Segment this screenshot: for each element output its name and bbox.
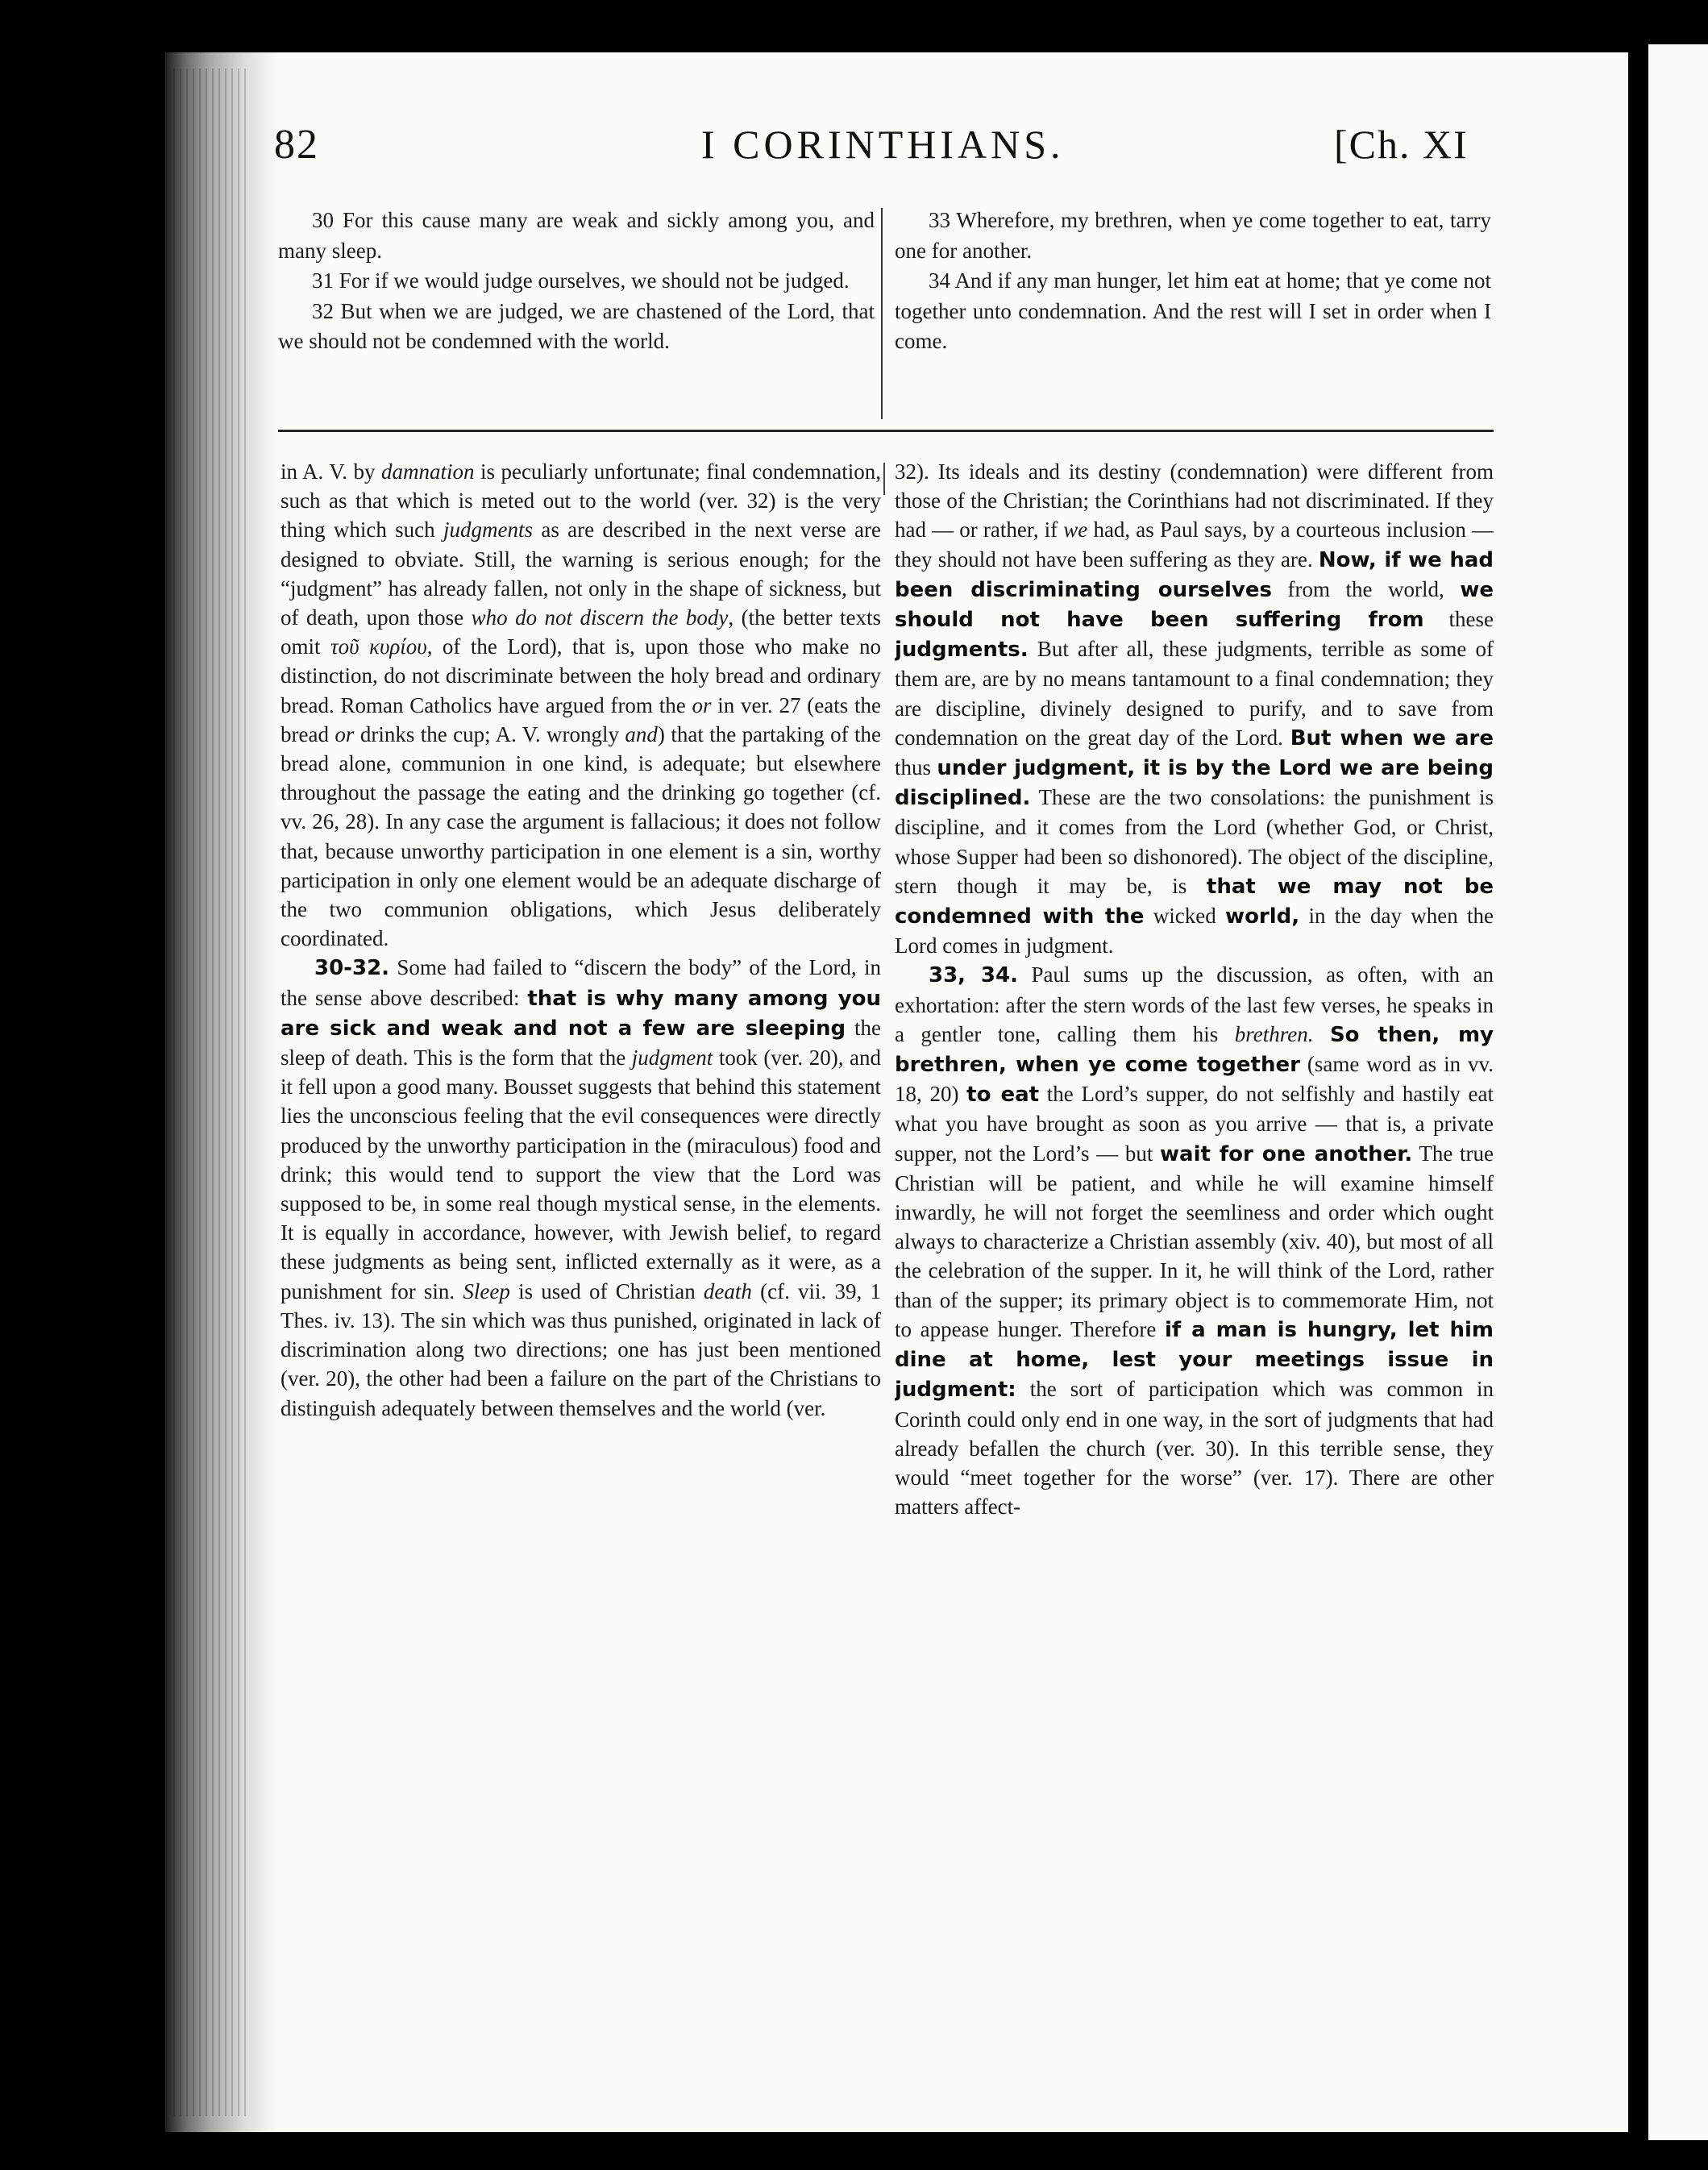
paraphrase-text: to eat bbox=[966, 1083, 1040, 1108]
italic-text: judgments bbox=[443, 518, 533, 542]
chapter-label: [Ch. XI bbox=[1334, 122, 1469, 167]
commentary-left-column bbox=[281, 457, 881, 1423]
text-run: had, as Paul says, by a courteous inclusion — they should not have been suffering as they are. bbox=[895, 518, 1494, 572]
text-run: thus bbox=[895, 755, 937, 780]
text-run: (same word as in vv. 18, 20) bbox=[895, 1052, 1494, 1107]
italic-text: death bbox=[703, 1278, 752, 1303]
greek-text: τοῦ κυρίου bbox=[330, 634, 427, 659]
text-run: in A. V. by bbox=[281, 459, 381, 484]
verse-30: 30 For this cause many are weak and sickly among you, and many sleep. bbox=[278, 208, 875, 263]
paraphrase-text: Now, if we had been discriminating ourselves bbox=[895, 547, 1494, 602]
text-run: , of the Lord), that is, upon those who make no distinction, do not discriminate between the holy bread and ordinary bread. Roman Catholics have argued from the bbox=[281, 634, 881, 717]
binding-texture bbox=[173, 69, 246, 2116]
text-run: drinks the cup; A. V. wrongly bbox=[354, 721, 625, 746]
italic-text: we bbox=[1063, 518, 1088, 542]
running-title: I CORINTHIANS. bbox=[701, 122, 1065, 167]
italic-text: or bbox=[692, 692, 712, 717]
text-run: ) that the partaking of the bread alone, communion in one kind, is adequate; but elsewhere throughout the passage the eating and the drinking go together (cf. vv. 26, 28). In any case the argument is fallacious; it does not follow that, because unworthy participation in one element is a sin, worthy participation in only one element would be an adequate discharge of the two communion obligations, which Jesus deliberately coordinated. bbox=[281, 721, 881, 951]
text-run: (cf. vii. 39, 1 Thes. iv. 13). The sin which was thus punished, originated in lack of discrimination along two directions; one has just been mentioned (ver. 20), the other had been a failure on the part of the Christians to distinguish adequately between themselves and the world (ver. bbox=[281, 1278, 881, 1420]
italic-text: or bbox=[335, 721, 355, 746]
text-run: Paul sums up the discussion, as often, with an exhortation: after the stern words of the last few verses, he speaks in a gentler tone, calling them his bbox=[895, 962, 1494, 1046]
italic-text: damnation bbox=[380, 459, 475, 484]
text-run: The true Christian will be patient, and while he will examine himself inwardly, he will not forget the seemliness and order which ought always to characterize a Christian assembly (xiv. 40), but most of all the celebration of the supper. In it, he will think of the Lord, rather than of the supper; its primary object is to commemorate Him, not to appease hunger. Therefore bbox=[895, 1141, 1494, 1341]
commentary-right-column bbox=[895, 457, 1494, 1521]
verse-32: 32 But when we are judged, we are chastened of the Lord, that we should not be condemned with the world. bbox=[278, 298, 875, 353]
paraphrase-text: world, bbox=[1225, 904, 1300, 929]
text-run: took (ver. 20), and it fell upon a good many. Bousset suggests that behind this statement lies the unconscious feeling that the evil consequences were directly produced by the unworthy participation in the (miraculous) food and drink; this would tend to support the view that the Lord was supposed to be, in some real though mystical sense, in the elements. It is equally in accordance, however, with Jewish belief, to regard these judgments as being sent, inflicted externally as it were, as a punishment for sin. bbox=[281, 1046, 881, 1303]
text-run: But after all, these judgments, terrible as some of them are, are by no means tantamount to a final condemnation; they are discipline, divinely designed to purify, and to save from condemnation on the great day of the Lord. bbox=[895, 637, 1494, 750]
text-run: 32). Its ideals and its destiny (condemnation) were different from those of the Christian; the Corinthians had not discriminated. If they had — or rather, if bbox=[895, 459, 1494, 542]
text-run: from the world, bbox=[1272, 576, 1461, 601]
verse-column-divider bbox=[881, 208, 883, 419]
text-run: in the day when the Lord comes in judgment. bbox=[895, 904, 1494, 958]
text-run: these bbox=[1423, 607, 1494, 632]
commentary-column-divider bbox=[883, 463, 885, 495]
section-rule bbox=[278, 430, 1494, 432]
text-run: Some had failed to “discern the body” of the Lord, in the sense above described: bbox=[281, 955, 881, 1010]
text-run: , (the better texts omit bbox=[281, 605, 881, 659]
text-run: is used of Christian bbox=[509, 1278, 704, 1303]
verses-left-column bbox=[278, 206, 875, 357]
text-run: wicked bbox=[1144, 904, 1226, 929]
paraphrase-text: if a man is hungry, let him dine at home, lest your meetings issue in judgment: bbox=[895, 1317, 1494, 1403]
italic-text: who do not discern the body bbox=[471, 605, 729, 630]
text-run: These are the two consolations: the punishment is discipline, and it comes from the Lord (whether God, or Christ, whose Supper had been so dishonored). The object of the discipline, stern though it may be, is bbox=[895, 785, 1494, 898]
commentary-paragraph bbox=[895, 960, 1494, 1521]
commentary-paragraph bbox=[281, 457, 881, 953]
italic-text: and bbox=[625, 721, 658, 746]
text-run: is peculiarly unfortunate; final condemnation, such as that which is meted out to the world (ver. 32) is the very thing which such bbox=[281, 459, 881, 542]
commentary-paragraph bbox=[281, 953, 881, 1422]
text-run: in ver. 27 (eats the bread bbox=[281, 692, 881, 746]
verse-reference: 33, 34. bbox=[929, 963, 1018, 988]
paraphrase-text: that is why many among you are sick and weak and not a few are sleeping bbox=[281, 986, 881, 1041]
verse-33: 33 Wherefore, my brethren, when ye come together to eat, tarry one for another. bbox=[895, 208, 1491, 263]
text-run: as are described in the next verse are designed to obviate. Still, the warning is serious enough; for the “judgment” has already fallen, not only in the shape of sickness, but of death, upon those bbox=[281, 518, 881, 630]
commentary-paragraph bbox=[895, 457, 1494, 960]
verse-reference: 30-32. bbox=[314, 956, 390, 981]
page-number: 82 bbox=[274, 122, 319, 168]
paraphrase-text: we should not have been suffering from bbox=[895, 577, 1494, 633]
italic-text: brethren. bbox=[1234, 1021, 1314, 1046]
paraphrase-text: But when we are bbox=[1290, 725, 1494, 750]
verses-right-column bbox=[895, 206, 1491, 357]
paraphrase-text: under judgment, it is by the Lord we are being disciplined. bbox=[895, 756, 1494, 811]
paraphrase-text: judgments. bbox=[895, 638, 1029, 663]
text-run bbox=[1314, 1022, 1330, 1046]
text-run: the sleep of death. This is the form that the bbox=[281, 1015, 881, 1070]
text-run: the Lord’s supper, do not selfishly and hastily eat what you have brought as soon as you arrive — that is, a private supper, not the Lord’s — but bbox=[895, 1082, 1494, 1166]
verse-34: 34 And if any man hunger, let him eat at home; that ye come not together unto condemnation. And the rest will I set in order when I come. bbox=[895, 268, 1491, 353]
paraphrase-text: wait for one another. bbox=[1160, 1141, 1413, 1166]
verse-31: 31 For if we would judge ourselves, we should not be judged. bbox=[312, 268, 850, 293]
text-run: the sort of participation which was common in Corinth could only end in one way, in the sort of judgments that had already befallen the church (ver. 30). In this terrible sense, they would “meet together for the worse” (ver. 17). There are other matters affect- bbox=[895, 1377, 1494, 1519]
italic-text: Sleep bbox=[463, 1278, 510, 1303]
paraphrase-text: So then, my brethren, when ye come together bbox=[895, 1022, 1494, 1078]
italic-text: judgment bbox=[631, 1046, 713, 1070]
paraphrase-text: that we may not be condemned with the bbox=[895, 874, 1494, 929]
facing-page-edge bbox=[1648, 44, 1708, 2140]
